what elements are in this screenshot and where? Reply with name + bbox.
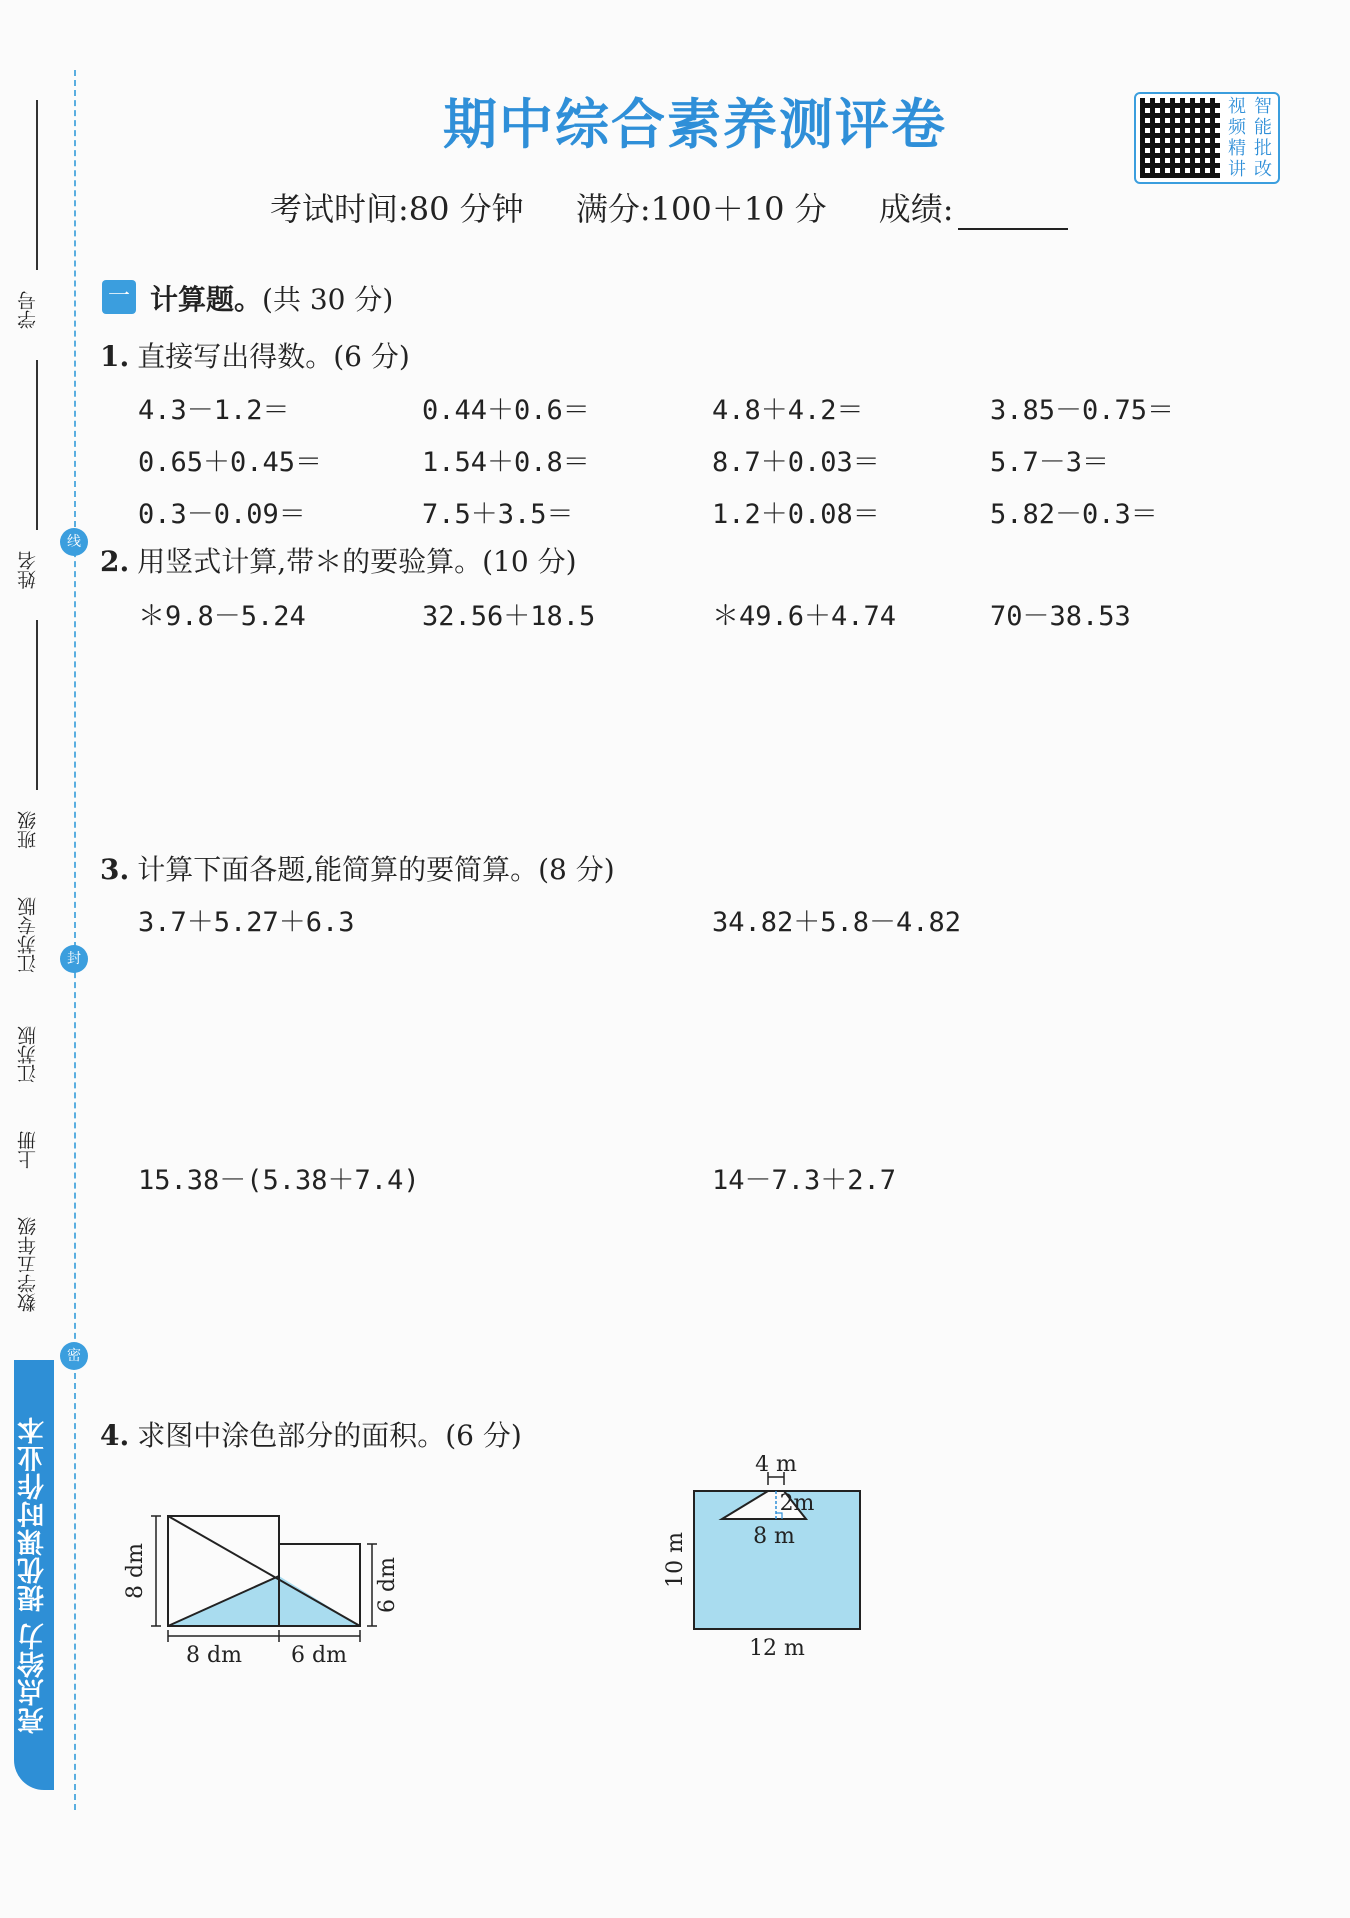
section-title-text: 计算题。 xyxy=(150,283,263,316)
qr-char: 精 xyxy=(1228,138,1246,159)
question-4-title xyxy=(100,1414,522,1454)
edition-label: 江苏专版 xyxy=(17,897,39,973)
q1-expr: 0.44＋0.6＝ xyxy=(422,395,590,426)
grade-label: 成绩: xyxy=(878,190,954,228)
q4-num: 4. xyxy=(100,1419,130,1452)
q1-expr: 5.7－3＝ xyxy=(990,447,1110,478)
q3-expr: 15.38－(5.38＋7.4) xyxy=(138,1165,420,1196)
section-badge: 一 xyxy=(102,280,136,314)
subject-label: 数学五年级 xyxy=(17,1217,39,1313)
brand-text: 亮点给力 提优课时作业本 xyxy=(18,1415,49,1735)
q1-expr: 8.7＋0.03＝ xyxy=(712,447,880,478)
q4-text: 求图中涂色部分的面积。(6 分) xyxy=(137,1419,522,1452)
name-line xyxy=(36,360,38,530)
question-2-title xyxy=(100,540,577,580)
q2-expr: ＊9.8－5.24 xyxy=(138,601,306,632)
q2-expr: 32.56＋18.5 xyxy=(422,601,596,632)
qr-char: 视 xyxy=(1228,96,1246,117)
q1-expr: 3.85－0.75＝ xyxy=(990,395,1175,426)
q3-expr: 14－7.3＋2.7 xyxy=(712,1165,897,1196)
q1-expr: 0.65＋0.45＝ xyxy=(138,447,323,478)
grade-blank[interactable] xyxy=(958,200,1068,230)
section-points: (共 30 分) xyxy=(262,283,394,316)
q2-expr: ＊49.6＋4.74 xyxy=(712,601,897,632)
qr-caption xyxy=(1224,96,1276,180)
class-line xyxy=(36,620,38,790)
cut-dash-line xyxy=(74,70,76,1810)
q3-expr: 3.7＋5.27＋6.3 xyxy=(138,907,355,938)
q1-expr: 4.3－1.2＝ xyxy=(138,395,290,426)
section-title xyxy=(150,278,393,318)
qr-char: 讲 xyxy=(1228,159,1246,180)
q1-expr: 1.54＋0.8＝ xyxy=(422,447,590,478)
fig2-height-label: 10 m xyxy=(663,1532,688,1588)
fig1-left-height: 8 dm xyxy=(123,1543,148,1599)
q1-text: 直接写出得数。(6 分) xyxy=(137,340,410,373)
fig2-width-label: 12 m xyxy=(749,1636,805,1661)
qr-code-box[interactable] xyxy=(1134,92,1280,184)
exam-time: 考试时间:80 分钟 xyxy=(270,190,524,228)
figure-1 xyxy=(120,1490,420,1680)
q1-expr: 1.2＋0.08＝ xyxy=(712,499,880,530)
exam-info xyxy=(270,184,1110,230)
fig2-trap-base-label: 8 m xyxy=(753,1524,795,1549)
cut-seal2-mark: 密 xyxy=(60,1342,88,1370)
qr-char: 智 xyxy=(1254,96,1272,117)
q1-expr: 4.8＋4.2＝ xyxy=(712,395,864,426)
q3-expr: 34.82＋5.8－4.82 xyxy=(712,907,962,938)
edition2-label: 江苏版 xyxy=(17,1026,39,1084)
q2-expr: 70－38.53 xyxy=(990,601,1131,632)
q1-expr: 0.3－0.09＝ xyxy=(138,499,306,530)
qr-char: 频 xyxy=(1228,117,1246,138)
q2-num: 2. xyxy=(100,545,130,578)
fig2-trap-height-label: 2m xyxy=(779,1491,815,1516)
full-score: 满分:100＋10 分 xyxy=(575,190,827,228)
fig1-base2: 6 dm xyxy=(291,1643,347,1668)
qr-char: 改 xyxy=(1254,159,1272,180)
fig1-right-height: 6 dm xyxy=(375,1557,400,1613)
q1-expr: 7.5＋3.5＝ xyxy=(422,499,574,530)
cut-line-mark: 线 xyxy=(60,528,88,556)
fig2-top-label: 4 m xyxy=(755,1455,797,1477)
figure-2 xyxy=(660,1455,890,1685)
fig1-base1: 8 dm xyxy=(186,1643,242,1668)
q1-num: 1. xyxy=(100,340,130,373)
name-label: 姓名 xyxy=(17,551,39,589)
q1-expr: 5.82－0.3＝ xyxy=(990,499,1158,530)
cut-seal-mark: 封 xyxy=(60,945,88,973)
q3-text: 计算下面各题,能简算的要简算。(8 分) xyxy=(137,853,615,886)
student-id-line xyxy=(36,100,38,270)
question-1-title xyxy=(100,335,410,375)
qr-char: 批 xyxy=(1254,138,1272,159)
student-id-label: 学号 xyxy=(17,291,39,329)
q2-text: 用竖式计算,带＊的要验算。(10 分) xyxy=(137,545,577,578)
qr-char: 能 xyxy=(1254,117,1272,138)
q3-num: 3. xyxy=(100,853,130,886)
volume-label: 上册 xyxy=(17,1131,39,1169)
page-title: 期中综合素养测评卷 xyxy=(443,93,947,156)
qr-code-icon xyxy=(1140,98,1220,178)
class-label: 班级 xyxy=(17,811,39,849)
question-3-title xyxy=(100,848,615,888)
